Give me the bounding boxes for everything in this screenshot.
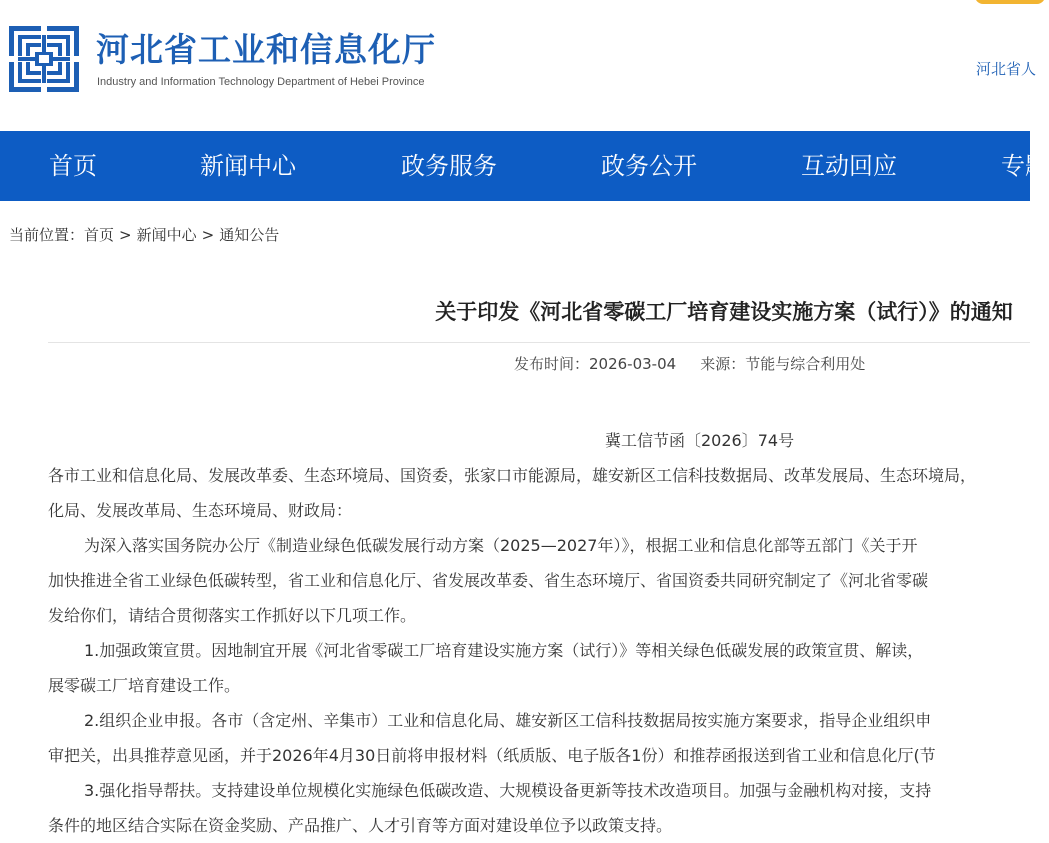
body-line: 3.强化指导帮扶。支持建设单位规模化实施绿色低碳改造、大规模设备更新等技术改造项目。加强与金融机构对接，支持 xyxy=(84,781,932,800)
top-right-link[interactable]: 河北省人 xyxy=(976,60,1037,78)
department-logo-icon[interactable] xyxy=(9,26,79,92)
nav-item-interaction[interactable]: 互动回应 xyxy=(801,152,897,180)
body-line: 1.加强政策宣贯。因地制宜开展《河北省零碳工厂培育建设实施方案（试行）》等相关绿色低碳发展的政策宣贯、解读， xyxy=(84,641,924,660)
article-body xyxy=(48,458,1038,843)
body-line: 为深入落实国务院办公厅《制造业绿色低碳发展行动方案（2025—2027年）》，根据工业和信息化部等五部门《关于开 xyxy=(84,536,918,555)
site-header xyxy=(0,0,1037,131)
site-title[interactable]: 河北省工业和信息化厅 xyxy=(96,30,436,69)
breadcrumb-prefix: 当前位置： xyxy=(9,226,85,244)
top-right-badge[interactable] xyxy=(975,0,1045,4)
body-line: 发给你们，请结合贯彻落实工作抓好以下几项工作。 xyxy=(48,606,417,625)
article-source: 来源：节能与综合利用处 xyxy=(700,355,866,373)
article-meta xyxy=(514,353,865,374)
breadcrumb-home[interactable]: 首页 xyxy=(84,226,115,244)
nav-item-home[interactable]: 首页 xyxy=(49,152,97,180)
breadcrumb xyxy=(9,224,279,245)
body-line: 加快推进全省工业绿色低碳转型，省工业和信息化厅、省发展改革委、省生态环境厅、省国资委共同研究制定了《河北省零碳 xyxy=(48,571,929,590)
breadcrumb-news[interactable]: 新闻中心 xyxy=(136,226,197,244)
breadcrumb-separator: > xyxy=(119,226,132,244)
breadcrumb-notices[interactable]: 通知公告 xyxy=(219,226,280,244)
nav-item-news[interactable]: 新闻中心 xyxy=(200,152,296,180)
body-line: 化局、发展改革局、生态环境局、财政局： xyxy=(48,501,353,520)
nav-item-topics[interactable]: 专题 xyxy=(1001,152,1049,180)
breadcrumb-separator: > xyxy=(201,226,215,244)
body-line: 2.组织企业申报。各市（含定州、辛集市）工业和信息化局、雄安新区工信科技数据局按实施方案要求，指导企业组织申 xyxy=(84,711,932,730)
body-line: 各市工业和信息化局、发展改革委、生态环境局、国资委，张家口市能源局，雄安新区工信科技数据局、改革发展局、生态环境局， xyxy=(48,466,977,485)
document-number: 冀工信节函〔2026〕74号 xyxy=(605,431,795,450)
publish-time: 发布时间：2026-03-04 xyxy=(514,355,677,373)
site-subtitle: Industry and Information Technology Department of Hebei Province xyxy=(97,76,425,88)
article-title: 关于印发《河北省零碳工厂培育建设实施方案（试行）》的通知 xyxy=(435,300,1013,324)
title-divider xyxy=(48,342,1030,343)
nav-item-gov-disclosure[interactable]: 政务公开 xyxy=(601,152,697,180)
nav-item-gov-services[interactable]: 政务服务 xyxy=(401,152,497,180)
body-line: 展零碳工厂培育建设工作。 xyxy=(48,676,241,695)
body-line: 审把关，出具推荐意见函，并于2026年4月30日前将申报材料（纸质版、电子版各1份）和推荐函报送到省工业和信息化厅(节 xyxy=(48,746,936,765)
main-nav xyxy=(0,131,1049,201)
body-line: 条件的地区结合实际在资金奖励、产品推广、人才引育等方面对建设单位予以政策支持。 xyxy=(48,816,673,835)
